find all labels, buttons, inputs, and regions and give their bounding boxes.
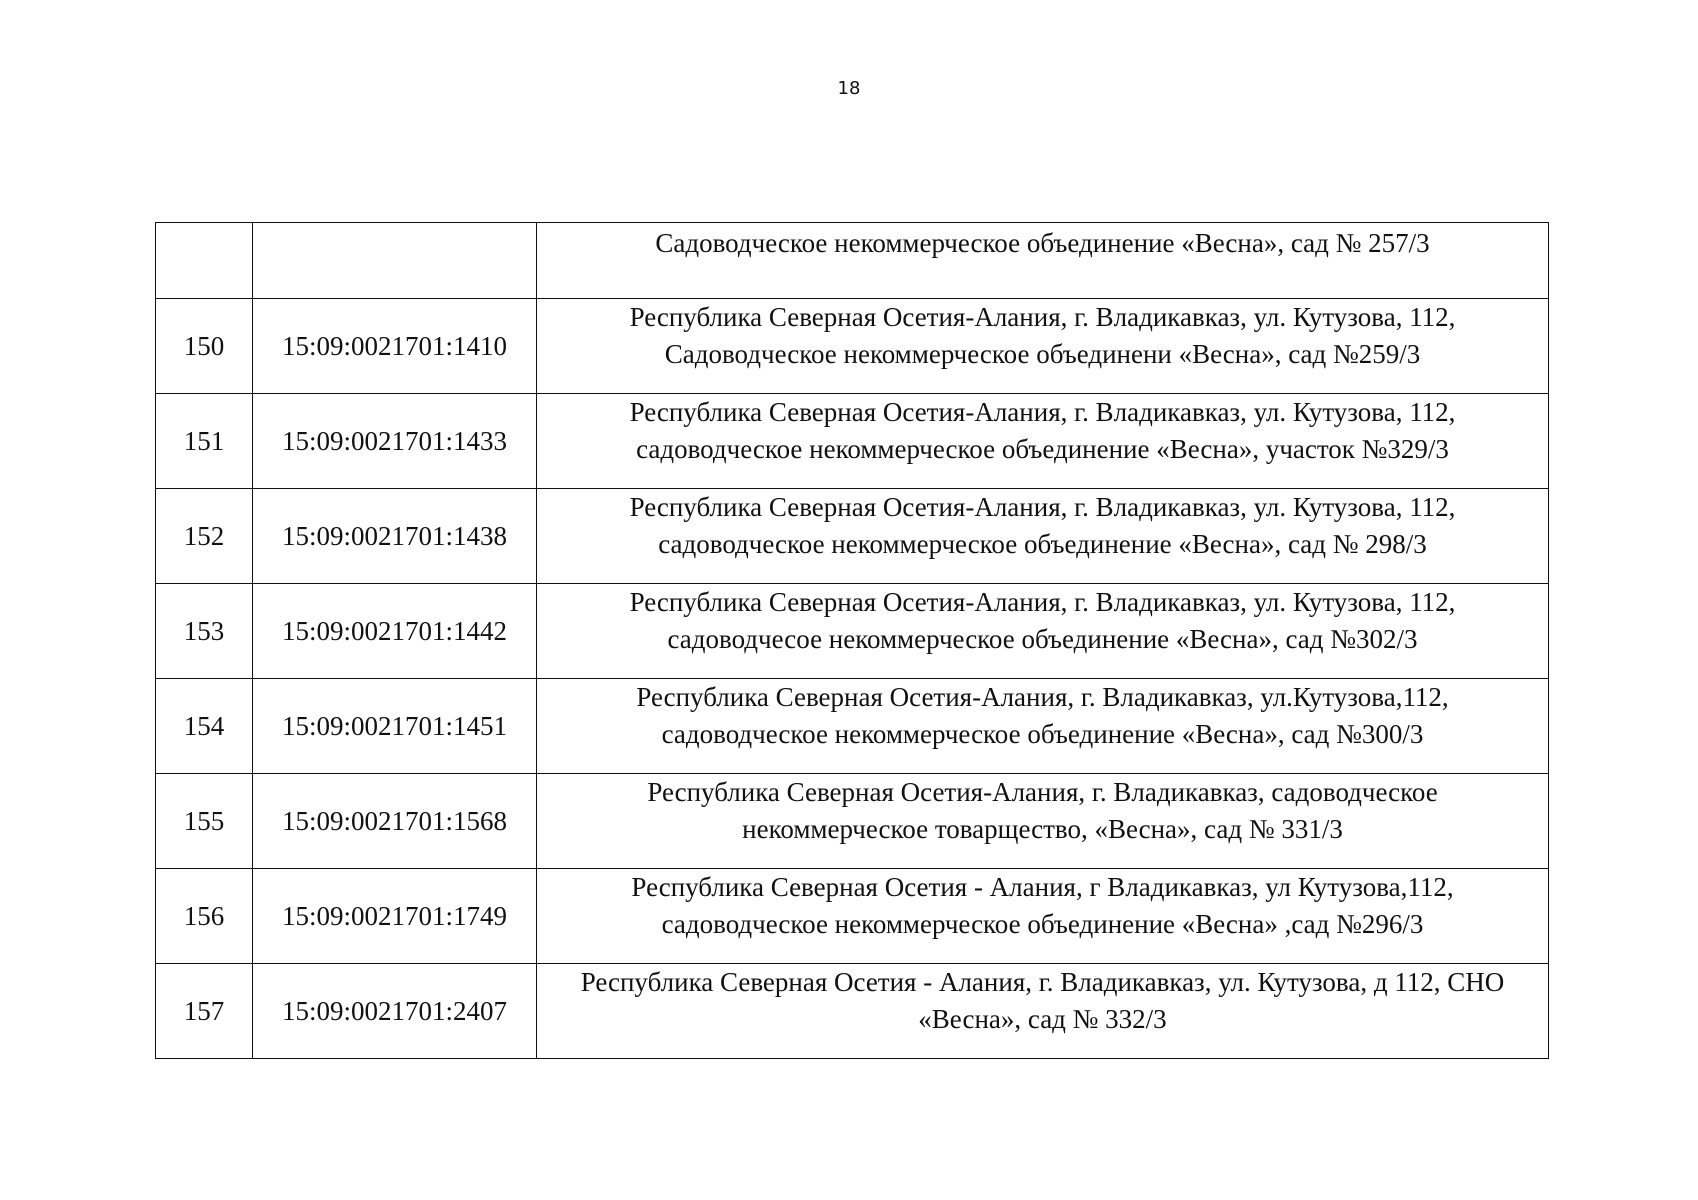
address-cell xyxy=(537,489,1549,584)
row-number-cell xyxy=(156,223,253,299)
row-number-cell: 150 xyxy=(156,299,253,394)
address-cell xyxy=(537,774,1549,869)
cadastral-number-cell: 15:09:0021701:1568 xyxy=(253,774,537,869)
address-line: садоводческое некоммерческое объединение «Весна», участок №329/3 xyxy=(636,434,1449,464)
address-cell xyxy=(537,394,1549,489)
address-cell xyxy=(537,299,1549,394)
address-line: Садоводческое некоммерческое объединение «Весна», сад № 257/3 xyxy=(655,228,1430,258)
row-number-cell: 156 xyxy=(156,869,253,964)
table-row xyxy=(156,774,1549,869)
address-cell xyxy=(537,223,1549,299)
page-number: 18 xyxy=(837,78,861,99)
row-number-cell: 157 xyxy=(156,964,253,1059)
address-line: садоводчесое некоммерческое объединение «Весна», сад №302/3 xyxy=(667,624,1418,654)
address-cell xyxy=(537,869,1549,964)
address-line: садоводческое некоммерческое объединение «Весна», сад № 298/3 xyxy=(658,529,1427,559)
table-row xyxy=(156,394,1549,489)
address-cell xyxy=(537,679,1549,774)
table-row xyxy=(156,679,1549,774)
cadastral-number-cell: 15:09:0021701:2407 xyxy=(253,964,537,1059)
address-line: Республика Северная Осетия-Алания, г. Владикавказ, ул. Кутузова, 112, xyxy=(629,492,1456,522)
land-plot-table xyxy=(155,222,1549,1059)
address-line: Республика Северная Осетия-Алания, г. Владикавказ, ул.Кутузова,112, xyxy=(636,682,1449,712)
table-row-continuation xyxy=(156,223,1549,299)
row-number-cell: 153 xyxy=(156,584,253,679)
cadastral-number-cell xyxy=(253,223,537,299)
address-cell xyxy=(537,584,1549,679)
address-line: садоводческое некоммерческое объединение «Весна» ,сад №296/3 xyxy=(661,909,1424,939)
cadastral-number-cell: 15:09:0021701:1749 xyxy=(253,869,537,964)
address-line: Республика Северная Осетия - Алания, г Владикавказ, ул Кутузова,112, xyxy=(631,872,1454,902)
address-line: Республика Северная Осетия-Алания, г. Владикавказ, ул. Кутузова, 112, xyxy=(629,302,1456,332)
cadastral-number-cell: 15:09:0021701:1410 xyxy=(253,299,537,394)
row-number-cell: 152 xyxy=(156,489,253,584)
address-line: садоводческое некоммерческое объединение «Весна», сад №300/3 xyxy=(661,719,1424,749)
table-row xyxy=(156,584,1549,679)
cadastral-number-cell: 15:09:0021701:1451 xyxy=(253,679,537,774)
row-number-cell: 151 xyxy=(156,394,253,489)
address-line: Республика Северная Осетия - Алания, г. Владикавказ, ул. Кутузова, д 112, СНО xyxy=(580,967,1505,997)
table-row xyxy=(156,964,1549,1059)
row-number-cell: 154 xyxy=(156,679,253,774)
address-line: Республика Северная Осетия-Алания, г. Владикавказ, садоводческое xyxy=(647,777,1438,807)
row-number-cell: 155 xyxy=(156,774,253,869)
cadastral-number-cell: 15:09:0021701:1438 xyxy=(253,489,537,584)
cadastral-number-cell: 15:09:0021701:1433 xyxy=(253,394,537,489)
address-cell xyxy=(537,964,1549,1059)
table-row xyxy=(156,489,1549,584)
address-line: Садоводческое некоммерческое объединени «Весна», сад №259/3 xyxy=(664,339,1421,369)
table-row xyxy=(156,869,1549,964)
address-line: Республика Северная Осетия-Алания, г. Владикавказ, ул. Кутузова, 112, xyxy=(629,587,1456,617)
address-line: «Весна», сад № 332/3 xyxy=(918,1004,1167,1034)
address-line: некоммерческое товарщество, «Весна», сад № 331/3 xyxy=(742,814,1343,844)
address-line: Республика Северная Осетия-Алания, г. Владикавказ, ул. Кутузова, 112, xyxy=(629,397,1456,427)
table-row xyxy=(156,299,1549,394)
cadastral-number-cell: 15:09:0021701:1442 xyxy=(253,584,537,679)
